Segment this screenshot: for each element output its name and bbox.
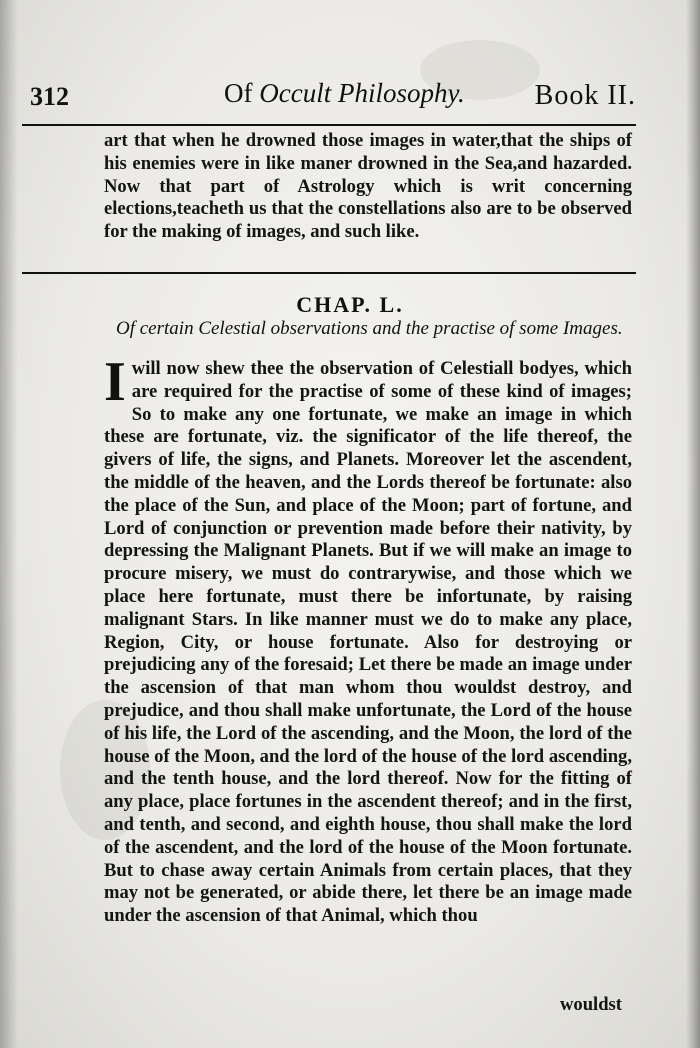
page-number: 312	[30, 82, 69, 111]
running-header	[24, 76, 636, 116]
chapter-body	[104, 351, 632, 928]
intro-paragraph: art that when he drowned those images in water,that the ships of his enemies were in like maner drowned in the Sea,and hazarded. Now that part of Astrology which is writ concerning elections,teacheth us that the constellations also are to be observed for the making of images, and such like.	[104, 130, 632, 243]
running-title-prefix: Of	[224, 78, 253, 108]
catchword: wouldst	[559, 994, 622, 1015]
header-rule	[22, 124, 636, 126]
chapter-body-text: will now shew thee the observation of Celestiall bodyes, which are required for the practise of some of these kind of images; So to make any one fortunate, we make an image in which these are fortunate, viz. the significator of the life thereof, the givers of life, the signs, and Planets. Moreover let the ascendent, the middle of the heaven, and the Lords thereof be fortunate: also the place of the Sun, and place of the Moon; part of fortune, and Lord of conjunction or prevention made before their nativity, by depressing the Malignant Planets. But if we will make an image to procure misery, we must do contrarywise, and those which we place here fortunate, must there be infortunate, by raising malignant Stars. In like manner must we do to make any place, Region, City, or house fortunate. Also for destroying or prejudicing any of the foresaid; Let there be made an image under the ascension of that man whom thou wouldst destroy, and prejudice, and thou shall make unfortunate, the Lord of the house of his life, the Lord of the ascending, and the Moon, the lord of the house of the Moon, and the lord of the house of the lord ascending, and the tenth house, and the lord thereof. Now for the fitting of any place, place fortunes in the ascendent thereof; and in the first, and tenth, and second, and eighth house, thou shall make the lord of the ascendent, and the lord of the house of the Moon fortunate. But to chase away certain Animals from certain places, that they may not be generated, or abide there, let there be an image made under the ascension of that Animal, which thou	[104, 358, 632, 927]
running-title	[224, 78, 465, 109]
right-page-shadow	[686, 0, 700, 1048]
left-page-shadow	[0, 0, 18, 1048]
section-rule	[22, 272, 636, 274]
running-title-italic: Occult Philosophy.	[259, 78, 465, 108]
chapter-subtitle: Of certain Celestial observations and the practise of some Images.	[116, 318, 623, 339]
book-label: Book II.	[534, 80, 636, 111]
drop-cap: I	[104, 351, 126, 413]
chapter-heading: CHAP. L.	[296, 292, 404, 317]
